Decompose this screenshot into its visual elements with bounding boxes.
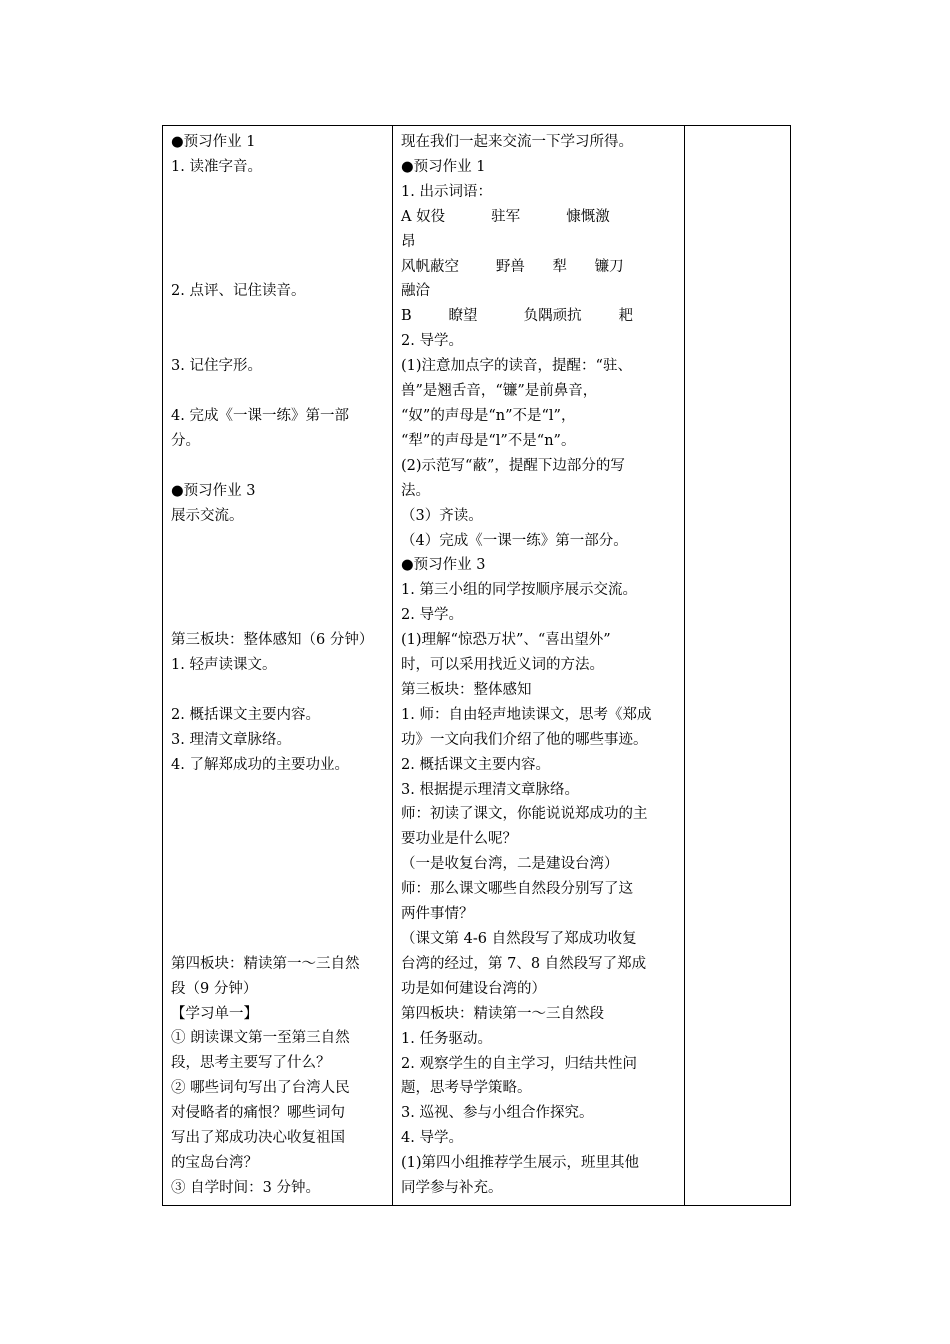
student-activity-column: [163, 126, 393, 1206]
section-4-title: 第四板块：精读第一～三自然: [171, 955, 360, 972]
teacher-line: 功是如何建设台湾的）: [401, 980, 546, 997]
preview-task-3-title: ●预习作业 3: [171, 482, 256, 499]
teacher-line: 法。: [401, 482, 430, 499]
teacher-line: 台湾的经过，第 7、8 自然段写了郑成: [401, 955, 647, 972]
section-4-title-cont: 段（9 分钟）: [171, 980, 258, 997]
study-task-2-cont: 写出了郑成功决心收复祖国: [171, 1130, 345, 1147]
left-item-1: 1. 读准字音。: [171, 158, 262, 175]
teacher-line: (1)第四小组推荐学生展示，班里其他: [401, 1155, 640, 1172]
left-item-2: 2. 点评、记住读音。: [171, 283, 306, 300]
preview-task-1-title: ●预习作业 1: [171, 134, 256, 150]
show-exchange-text: 展示交流。: [171, 507, 244, 524]
teacher-line: 4. 导学。: [401, 1130, 463, 1147]
teacher-line: （课文第 4-6 自然段写了郑成功收复: [401, 931, 637, 947]
vocab-line: B 瞭望 负隅顽抗 耙: [401, 308, 633, 325]
teacher-line: “奴”的声母是“n”不是“l”，: [401, 407, 576, 424]
lesson-plan-table: [162, 125, 791, 1206]
teacher-line: 1. 第三小组的同学按顺序展示交流。: [401, 582, 637, 599]
teacher-line: 2. 导学。: [401, 607, 463, 624]
teacher-line: (2)示范写“蔽”，提醒下边部分的写: [401, 457, 625, 474]
teacher-line: （3）齐读。: [401, 507, 483, 524]
left-item-4-cont: 分。: [171, 432, 200, 449]
teacher-line: 2. 观察学生的自主学习，归结共性问: [401, 1055, 637, 1072]
vocab-line: A 奴役 驻军 慷慨激: [401, 208, 610, 225]
teacher-line: 2. 导学。: [401, 333, 463, 350]
teacher-line: ●预习作业 1: [401, 158, 486, 175]
teacher-line: 师：那么课文哪些自然段分别写了这: [401, 881, 633, 898]
study-task-2: ② 哪些词句写出了台湾人民: [171, 1080, 350, 1097]
study-sheet-title: 【学习单一】: [171, 1005, 258, 1022]
teacher-line: 要功业是什么呢？: [401, 831, 517, 848]
section-3-item-2: 2. 概括课文主要内容。: [171, 706, 320, 723]
vocab-line: 风帆蔽空 野兽 犁 镰刀: [401, 258, 624, 275]
table-row: [163, 126, 791, 1206]
left-item-4: 4. 完成《一课一练》第一部: [171, 407, 349, 424]
section-3-item-3: 3. 理清文章脉络。: [171, 731, 291, 748]
teacher-line: 现在我们一起来交流一下学习所得。: [401, 134, 633, 150]
teacher-line: 时，可以采用找近义词的方法。: [401, 657, 604, 674]
teacher-line: 题，思考导学策略。: [401, 1080, 532, 1097]
teacher-line: 1. 师：自由轻声地读课文，思考《郑成: [401, 706, 652, 723]
teacher-line: 兽”是翘舌音，“镰”是前鼻音，: [401, 383, 598, 400]
teacher-line: （4）完成《一课一练》第一部分。: [401, 532, 628, 549]
study-task-3: ③ 自学时间：3 分钟。: [171, 1179, 320, 1196]
vocab-line: 融洽: [401, 283, 430, 300]
section-3-title: 第三板块：整体感知（6 分钟）: [171, 632, 374, 649]
study-task-2-cont: 的宝岛台湾？: [171, 1154, 258, 1171]
teacher-line: ●预习作业 3: [401, 557, 486, 574]
teacher-line: 两件事情？: [401, 906, 474, 923]
section-3-item-1: 1. 轻声读课文。: [171, 656, 277, 673]
teacher-line: （一是收复台湾，二是建设台湾）: [401, 856, 619, 873]
teacher-line: 师：初读了课文，你能说说郑成功的主: [401, 806, 648, 823]
study-task-1-cont: 段，思考主要写了什么？: [171, 1055, 331, 1072]
teacher-line: 同学参与补充。: [401, 1180, 503, 1197]
section-3-item-4: 4. 了解郑成功的主要功业。: [171, 756, 349, 773]
vocab-line: 昂: [401, 233, 416, 250]
study-task-2-cont: 对侵略者的痛恨？哪些词句: [171, 1105, 345, 1122]
teacher-line: 第三板块：整体感知: [401, 681, 532, 698]
teacher-line: (1)理解“惊恐万状”、“喜出望外”: [401, 632, 611, 649]
teacher-line: 功》一文向我们介绍了他的哪些事迹。: [401, 731, 648, 748]
teacher-line: 2. 概括课文主要内容。: [401, 756, 550, 773]
teacher-line: 1. 任务驱动。: [401, 1030, 492, 1047]
teacher-line: 第四板块：精读第一～三自然段: [401, 1005, 604, 1022]
teacher-line: 1. 出示词语：: [401, 183, 492, 200]
teacher-guidance-column: [393, 126, 685, 1206]
study-task-1: ① 朗读课文第一至第三自然: [171, 1030, 350, 1047]
teacher-line: “犁”的声母是“l”不是“n”。: [401, 432, 576, 449]
teacher-line: 3. 根据提示理清文章脉络。: [401, 781, 579, 798]
left-item-3: 3. 记住字形。: [171, 358, 262, 375]
teacher-line: 3. 巡视、参与小组合作探究。: [401, 1105, 594, 1122]
teacher-line: (1)注意加点字的读音，提醒：“驻、: [401, 358, 632, 375]
notes-column: [685, 126, 791, 1206]
